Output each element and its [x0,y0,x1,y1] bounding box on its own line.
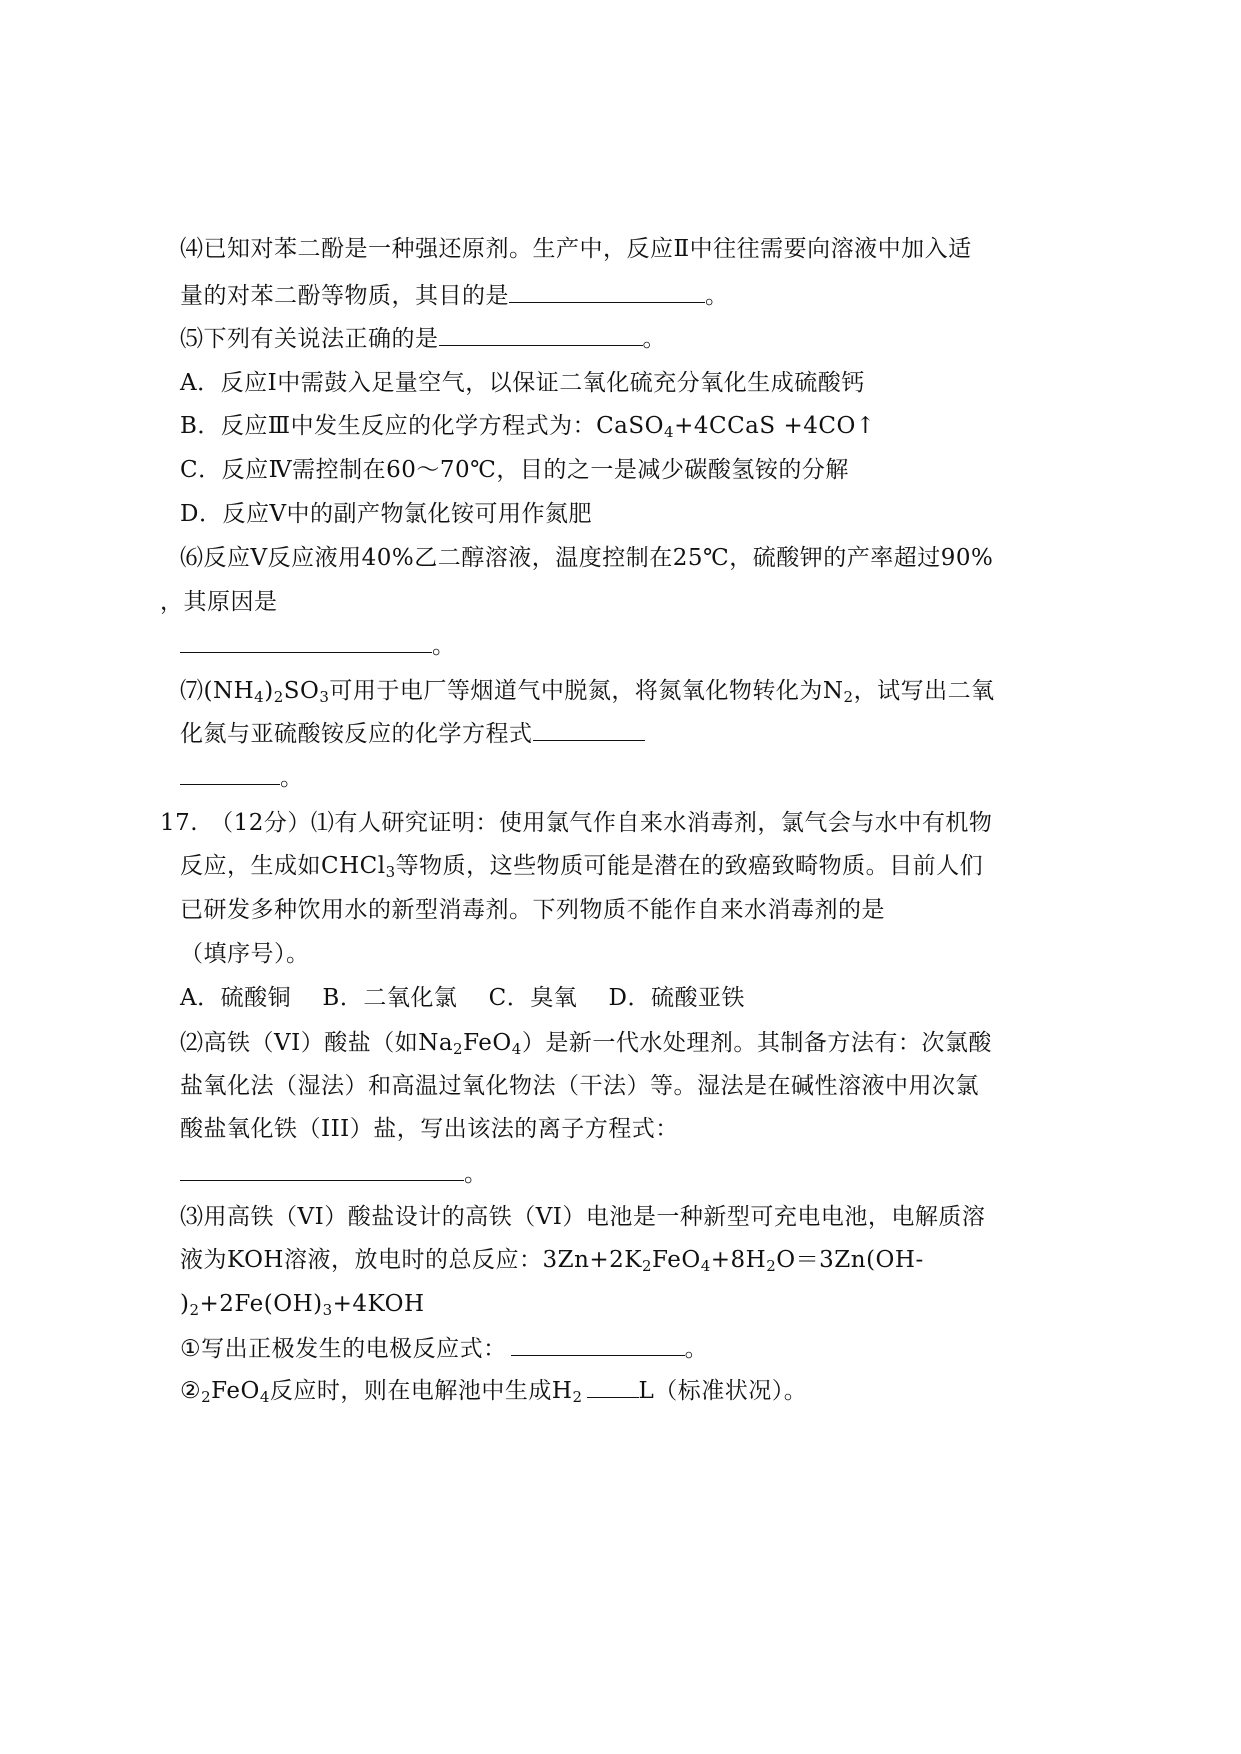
formula: FeO [463,1030,512,1056]
formula: +2Fe(OH) [199,1291,323,1317]
subscript: 4 [700,1257,711,1275]
q17-p3-line2 [180,1245,924,1275]
period: 。 [280,765,304,791]
q17-p3-sub1 [180,1334,708,1364]
subscript: 4 [664,423,675,441]
q16-p7-text2: 化氮与亚硫酸铵反应的化学方程式 [180,721,533,747]
formula: (NH [203,678,255,704]
q17-p2-number: ⑵ [180,1030,204,1056]
q17-p3-sub1-text: 写出正极发生的电极反应式： [201,1336,507,1362]
answer-blank-q16-p7a[interactable] [533,720,645,741]
subscript: 2 [273,688,284,706]
q16-p7-text: 可用于电厂等烟道气中脱氮，将氮氧化物转化为N [329,678,844,704]
q17-p1-line3 [180,895,885,925]
option-b-equation: +4CCaS +4CO↑ [674,413,876,439]
q17-p3-text2: 液为KOH溶液，放电时的总反应：3Zn+2K [180,1247,642,1273]
subscript: 4 [511,1040,522,1058]
q16-p4-text: 已知对苯二酚是一种强还原剂。生产中，反应Ⅱ中往往需要向溶液中加入适 [203,236,972,262]
q17-p1-number: ⑴ [310,810,335,836]
q17-p3-number: ⑶ [180,1204,204,1230]
q17-p1-text2b: 等物质，这些物质可能是潜在的致癌致畸物质。目前人们 [395,853,984,879]
q16-p5-option-d [180,499,592,529]
q16-p6-line2 [160,587,278,617]
q16-p7-line1 [180,676,995,706]
subscript: 3 [322,1301,333,1319]
q16-p7-line2 [180,719,645,749]
q16-p5-text: 下列有关说法正确的是 [203,326,439,352]
q17-p3-sub2-text2: L（标准状况）。 [638,1378,808,1404]
q17-p1-text3: 已研发多种饮用水的新型消毒剂。下列物质不能作自来水消毒剂的是 [180,897,885,923]
q17-p3-sub2 [180,1376,807,1406]
formula: +8H [710,1247,767,1273]
q16-p5-option-b [180,411,876,441]
q17-p1-line2 [180,851,983,881]
formula: O＝3Zn(OH- [776,1247,924,1273]
period: 。 [464,1161,488,1187]
formula: FeO [211,1378,260,1404]
subscript: 3 [319,688,330,706]
formula: ) [264,678,274,704]
period: 。 [684,1336,709,1362]
formula: +4KOH [332,1291,425,1317]
option-d-text: D．反应Ⅴ中的副产物氯化铵可用作氮肥 [180,501,593,527]
question-score: （12分） [210,810,311,836]
circled-two-marker: ② [180,1378,202,1404]
subscript: 3 [385,863,396,881]
answer-blank-q17-p2[interactable] [180,1160,464,1181]
q17-p1-options [180,983,745,1013]
answer-blank-q17-p3-1[interactable] [511,1335,685,1356]
q17-p3-line1 [180,1202,985,1232]
q17-p1-text4: （填序号）。 [180,941,310,967]
answer-blank-q16-p5[interactable] [439,325,643,346]
q16-p7-text: ，试写出二氧 [853,678,995,704]
option-c-text: C．反应Ⅳ需控制在60～70℃，目的之一是减少碳酸氢铵的分解 [180,457,849,483]
answer-blank-q17-p3-2[interactable] [587,1377,639,1398]
q17-p2-text: 高铁（VI）酸盐（如Na [203,1030,454,1056]
q16-p6-text: 反应Ⅴ反应液用40%乙二醇溶液，温度控制在25℃，硫酸钾的产率超过90% [203,545,994,571]
q16-p5-option-c [180,455,849,485]
period: 。 [432,633,456,659]
q17-p2-line1 [180,1028,992,1058]
formula: SO [283,678,320,704]
formula: ) [180,1291,190,1317]
formula: FeO [652,1247,701,1273]
q16-p6-text2: ，其原因是 [160,589,278,615]
q16-p6-line1 [180,543,993,573]
q17-p2-text3: 酸盐氧化铁（III）盐，写出该法的离子方程式： [180,1116,679,1142]
q16-p6-number: ⑹ [180,545,204,571]
q17-p2-text2: 盐氧化法（湿法）和高温过氧化物法（干法）等。湿法是在碱性溶液中用次氯 [180,1073,979,1099]
q17-p1-text: 有人研究证明：使用氯气作自来水消毒剂，氯气会与水中有机物 [334,810,993,836]
period: 。 [642,326,666,352]
q16-p5-number: ⑸ [180,326,204,352]
q17-p3-line3 [180,1289,425,1319]
q17-p1-text2: 反应，生成如CHCl [180,853,386,879]
option-b-text: B．反应Ⅲ中发生反应的化学方程式为：CaSO [180,413,665,439]
q17-p2-line3 [180,1114,679,1144]
q16-p4-text2: 量的对苯二酚等物质，其目的是 [180,283,509,309]
subscript: 2 [843,688,854,706]
q17-line1 [160,808,992,838]
q16-p4-number: ⑷ [180,236,204,262]
subscript: 4 [259,1388,270,1406]
q17-options-text: A．硫酸铜 B．二氧化氯 C．臭氧 D．硫酸亚铁 [180,985,745,1011]
q17-p2-text: ）是新一代水处理剂。其制备方法有：次氯酸 [521,1030,992,1056]
subscript: 2 [189,1301,200,1319]
answer-blank-q16-p4[interactable] [509,282,705,303]
answer-blank-q16-p6[interactable] [180,632,432,653]
q17-p2-answer-line [180,1159,488,1189]
q16-p4-line2 [180,281,729,311]
q16-p5-option-a [180,368,865,398]
period: 。 [705,283,729,309]
answer-blank-q16-p7b[interactable] [180,764,280,785]
q16-p4-line1 [180,234,972,264]
subscript: 2 [201,1388,212,1406]
q17-p3-sub2-text: 反应时，则在电解池中生成H [269,1378,573,1404]
q17-p2-line2 [180,1071,979,1101]
q16-p7-answer-line [180,763,304,793]
subscript: 2 [642,1257,653,1275]
q16-p5-line [180,324,666,354]
subscript: 4 [254,688,265,706]
q17-p3-text: 用高铁（VI）酸盐设计的高铁（VI）电池是一种新型可充电电池，电解质溶 [203,1204,986,1230]
option-a-text: A．反应Ⅰ中需鼓入足量空气，以保证二氧化硫充分氧化生成硫酸钙 [180,370,865,396]
subscript: 2 [766,1257,777,1275]
q16-p6-answer-line [180,631,456,661]
q17-p1-line4 [180,939,310,969]
subscript: 2 [453,1040,464,1058]
q16-p7-number: ⑺ [180,678,204,704]
circled-one-marker: ① [180,1336,202,1362]
subscript: 2 [572,1388,583,1406]
question-number: 17. [160,810,199,836]
